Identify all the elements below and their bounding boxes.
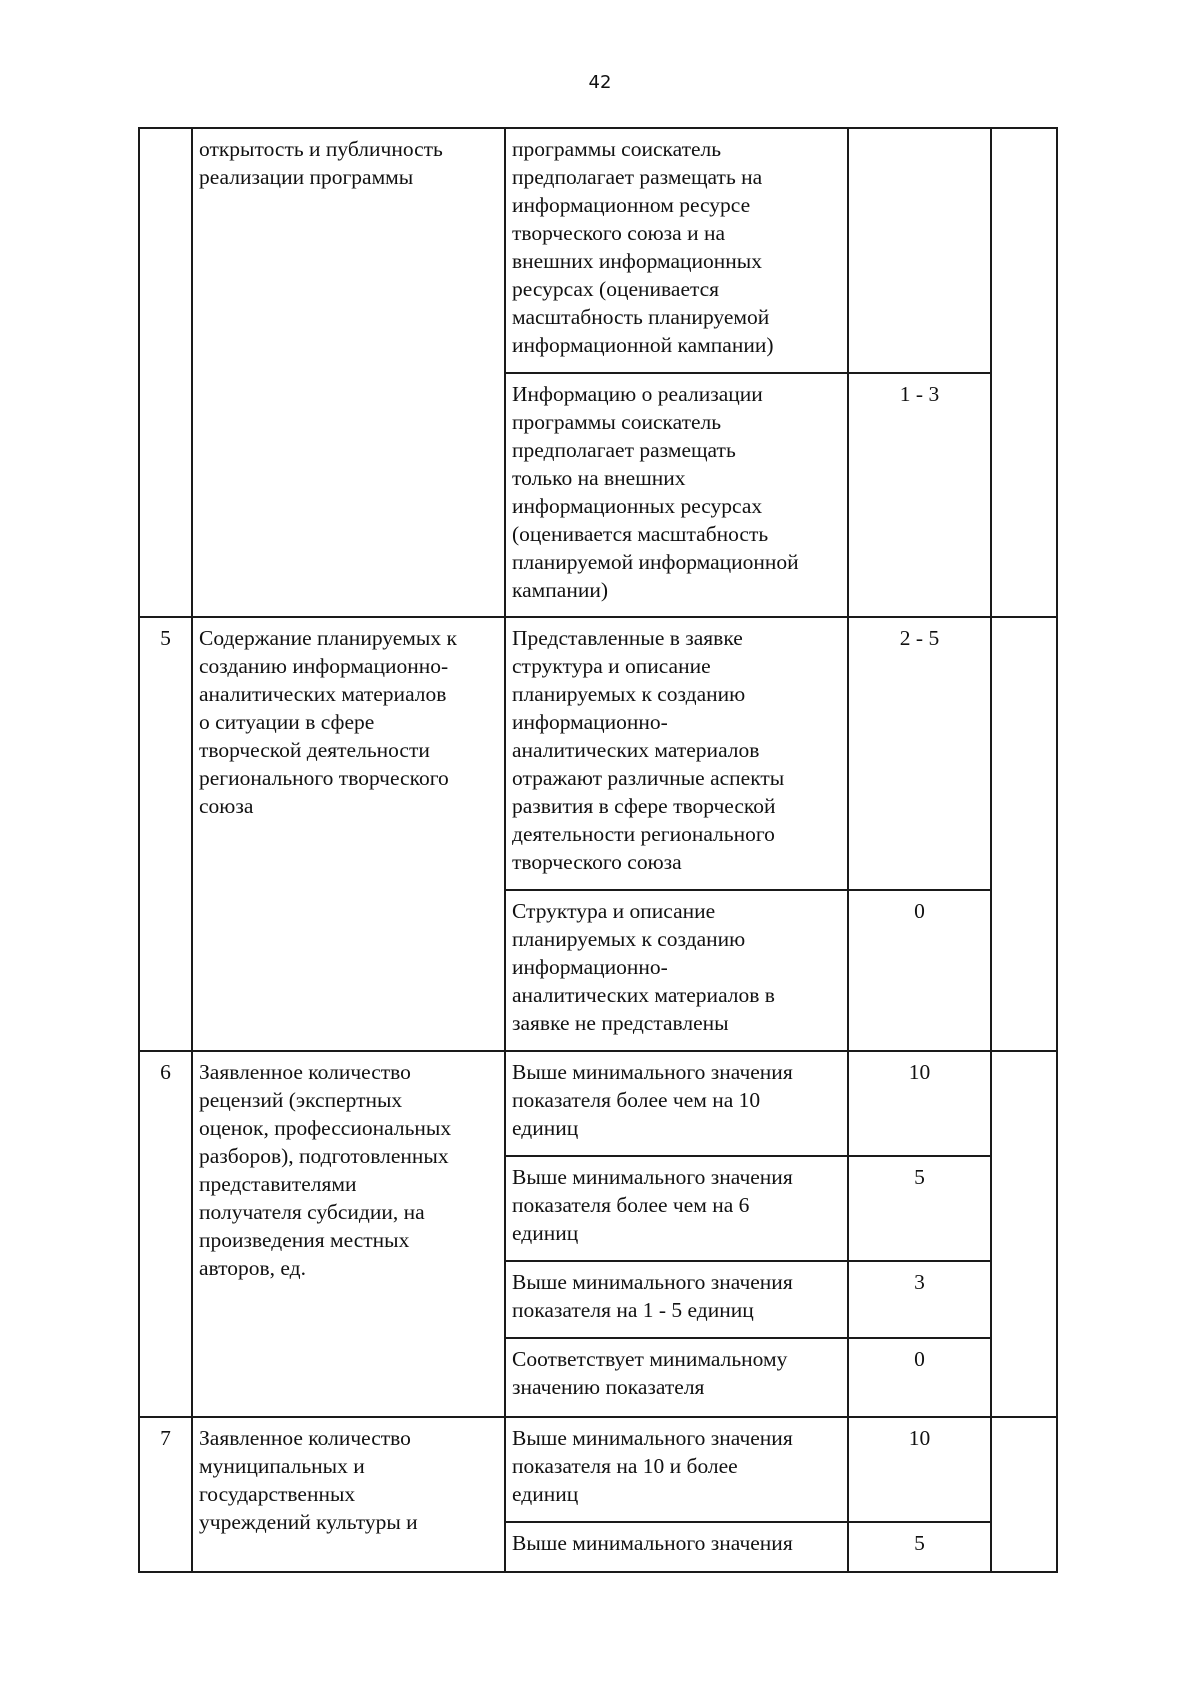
criterion-cell: Содержание планируемых к созданию информационно- аналитических материалов о ситуации в сфере творческой деятельности регионального творческого союза — [192, 617, 505, 1051]
score-cell: 10 — [848, 1417, 991, 1522]
score-cell: 0 — [848, 1338, 991, 1417]
row-number-cell: 5 — [139, 617, 192, 1051]
empty-cell — [991, 128, 1057, 617]
score-cell: 3 — [848, 1261, 991, 1338]
empty-cell — [991, 1051, 1057, 1417]
table-row — [139, 617, 1057, 890]
table-row — [139, 128, 1057, 373]
criterion-cell: открытость и публичность реализации программы — [192, 128, 505, 617]
row-number-cell — [139, 128, 192, 617]
criterion-cell: Заявленное количество рецензий (экспертных оценок, профессиональных разборов), подготовленных представителями получателя субсидии, на произведения местных авторов, ед. — [192, 1051, 505, 1417]
table-row — [139, 1417, 1057, 1522]
score-cell: 2 - 5 — [848, 617, 991, 890]
option-description-cell: Выше минимального значения показателя на 10 и более единиц — [505, 1417, 848, 1522]
option-description-cell: Информацию о реализации программы соискатель предполагает размещать только на внешних информационных ресурсах (оценивается масштабность планируемой информационной кампании) — [505, 373, 848, 617]
table-row — [139, 1051, 1057, 1156]
score-cell: 5 — [848, 1522, 991, 1572]
option-description-cell: Представленные в заявке структура и описание планируемых к созданию информационно- аналитических материалов отражают различные аспекты развития в сфере творческой деятельности регионального творческого союза — [505, 617, 848, 890]
option-description-cell: Соответствует минимальному значению показателя — [505, 1338, 848, 1417]
option-description-cell: Структура и описание планируемых к созданию информационно- аналитических материалов в заявке не представлены — [505, 890, 848, 1051]
option-description-cell: Выше минимального значения — [505, 1522, 848, 1572]
row-number-cell: 7 — [139, 1417, 192, 1572]
score-cell: 1 - 3 — [848, 373, 991, 617]
criteria-table — [138, 127, 1058, 1573]
score-cell: 10 — [848, 1051, 991, 1156]
score-cell: 0 — [848, 890, 991, 1051]
option-description-cell: программы соискатель предполагает размещать на информационном ресурсе творческого союза и на внешних информационных ресурсах (оценивается масштабность планируемой информационной кампании) — [505, 128, 848, 373]
criterion-cell: Заявленное количество муниципальных и государственных учреждений культуры и — [192, 1417, 505, 1572]
page-number: 42 — [588, 72, 612, 93]
score-cell — [848, 128, 991, 373]
score-cell: 5 — [848, 1156, 991, 1261]
empty-cell — [991, 617, 1057, 1051]
option-description-cell: Выше минимального значения показателя более чем на 6 единиц — [505, 1156, 848, 1261]
row-number-cell: 6 — [139, 1051, 192, 1417]
option-description-cell: Выше минимального значения показателя более чем на 10 единиц — [505, 1051, 848, 1156]
option-description-cell: Выше минимального значения показателя на 1 - 5 единиц — [505, 1261, 848, 1338]
empty-cell — [991, 1417, 1057, 1572]
